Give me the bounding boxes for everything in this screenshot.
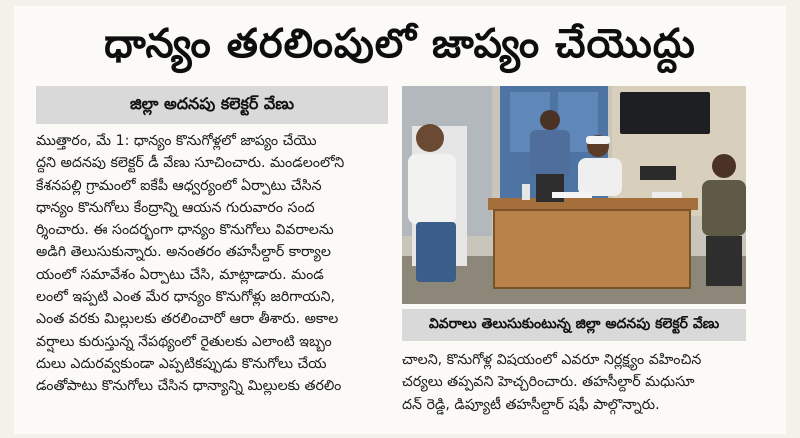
body-line: యంలో సమావేశం ఏర్పాటు చేసి, మాట్లాడారు. మండ (36, 266, 324, 283)
byline-box (36, 86, 388, 124)
body-line: ముత్తారం, మే 1: ధాన్యం కొనుగోళ్లలో జాప్యం చేయొ (36, 133, 317, 149)
office-scene-illustration (402, 86, 746, 304)
byline: జిల్లా అదనపు కలెక్టర్ వేణు (129, 93, 295, 113)
body-line: అడిగి తెలుసుకున్నారు. అనంతరం తహసీల్దార్ కార్యాల (36, 244, 331, 261)
body-line: కేశనపల్లి గ్రామంలో ఐకేపీ ఆధ్వర్యంలో ఏర్పాటు చేసిన (36, 177, 322, 194)
article-body-right (402, 349, 752, 416)
body-line: ఎంత వరకు మిల్లులకు తరలించారో ఆరా తీశారు. అకాల (36, 311, 339, 328)
body-line: వర్షాలు కురుస్తున్న నేపథ్యంలో రైతులకు ఎలాంటి ఇబ్బం (36, 333, 332, 350)
body-line: దన్ రెడ్డి, డిప్యూటీ తహసీల్దార్ షఫీ పాల్గొన్నారు. (402, 396, 660, 413)
body-line: ధాన్యం కొనుగోలు కేంద్రాన్ని ఆయన గురువారం సంద (36, 199, 315, 216)
body-line: చర్యలు తప్పవని హెచ్చరించారు. తహసీల్దార్ మధుసూ (402, 374, 695, 391)
headline: ధాన్యం తరలింపులో జాప్యం చేయొద్దు (104, 21, 696, 67)
body-line: దులు ఎదురవ్వకుండా ఎప్పటికప్పుడు కొనుగోలు చేయ (36, 355, 327, 372)
body-line: డంతోపాటు కొనుగోలు చేసిన ధాన్యాన్ని మిల్లులకు తరలిం (36, 378, 342, 395)
news-photo (402, 86, 746, 304)
body-line: ర్శించారు. ఈ సందర్భంగా ధాన్యం కొనుగోలు వివరాలను (36, 222, 334, 239)
body-line: ద్దని అదనపు కలెక్టర్ డీ వేణు సూచించారు. మండలంలోని (36, 155, 345, 172)
photo-caption: వివరాలు తెలుసుకుంటున్న జిల్లా అదనపు కలెక్టర్ వేణు (428, 315, 720, 332)
newspaper-clipping (14, 6, 786, 434)
body-line: లంలో ఇప్పటి ఎంత మేర ధాన్యం కొనుగోళ్లు జరిగాయని, (36, 289, 336, 306)
article-body-left (36, 130, 390, 398)
body-line: చాలని, కొనుగోళ్ల విషయంలో ఎవరూ నిర్లక్ష్యం వహించిన (402, 352, 702, 368)
photo-caption-box (402, 309, 746, 341)
